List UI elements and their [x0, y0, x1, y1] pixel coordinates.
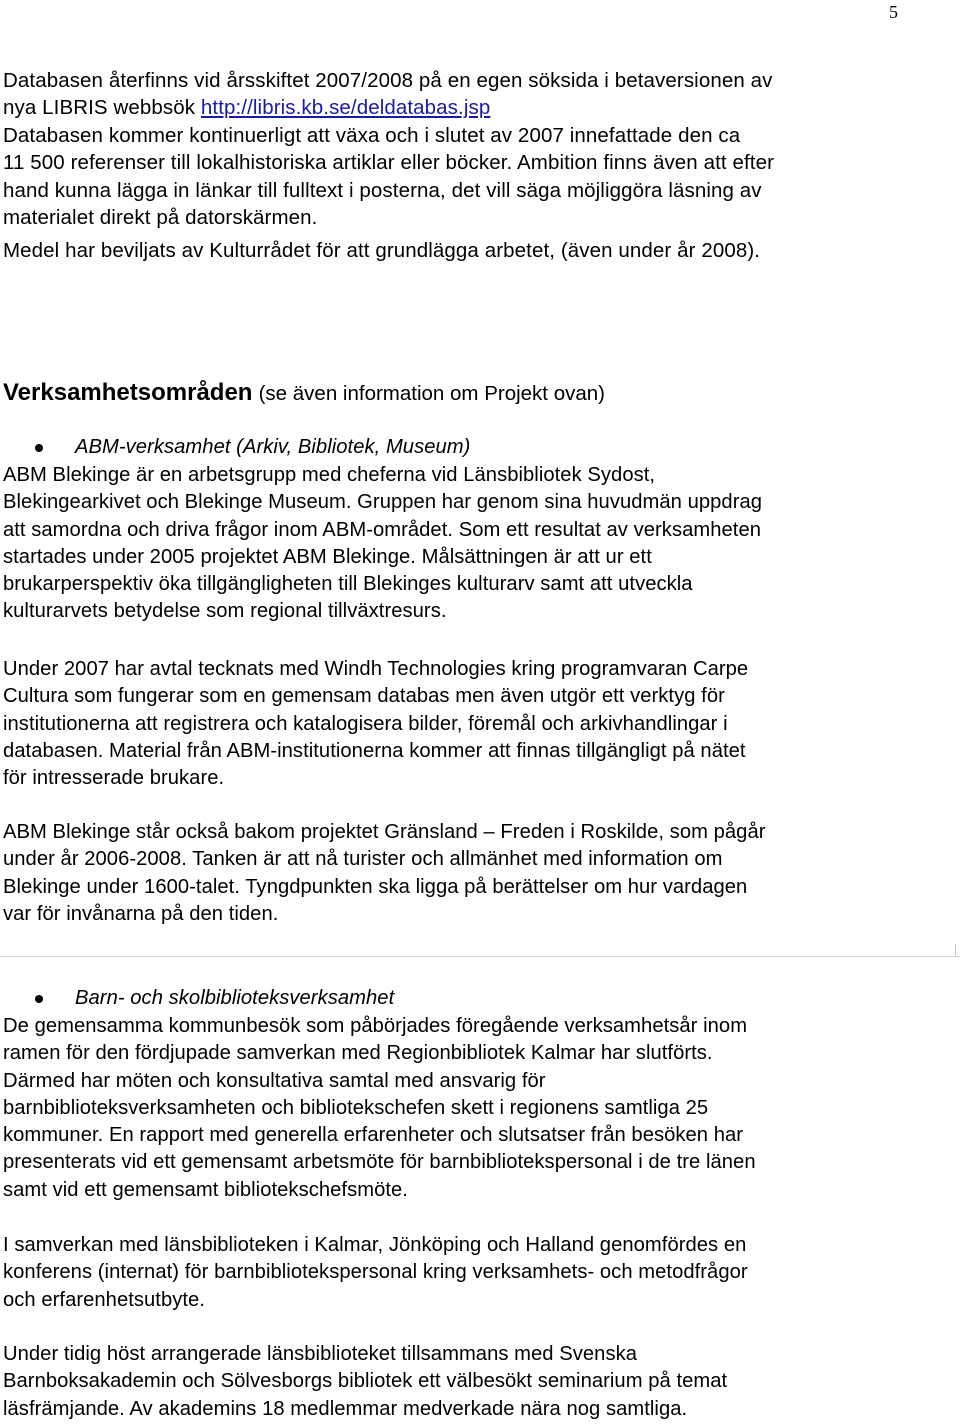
text-line: och erfarenhetsutbyte.	[3, 1288, 205, 1311]
text-line: Blekingearkivet och Blekinge Museum. Gruppen har genom sina huvudmän uppdrag	[3, 491, 763, 514]
text-line: materialet direkt på datorskärmen.	[3, 206, 318, 230]
text-line: presenterats vid ett gemensamt arbetsmöte för barnbibliotekspersonal i de tre länen	[3, 1151, 756, 1174]
text-line: 11 500 referenser till lokalhistoriska artiklar eller böcker. Ambition finns även att efter	[3, 151, 775, 175]
text-line: samt vid ett gemensamt bibliotekschefsmöte.	[3, 1178, 408, 1201]
text-line: Databasen kommer kontinuerligt att växa och i slutet av 2007 innefattade den ca	[3, 123, 741, 147]
text-line: kulturarvets betydelse som regional tillväxtresurs.	[3, 600, 447, 623]
text-line: ramen för den fördjupade samverkan med Regionbibliotek Kalmar har slutförts.	[3, 1042, 713, 1065]
text-line: brukarperspektiv öka tillgängligheten till Blekinges kulturarv samt att utveckla	[3, 573, 693, 596]
text-line: Därmed har möten och konsultativa samtal med ansvarig för	[3, 1069, 546, 1092]
text-line: databasen. Material från ABM-institutionerna kommer att finnas tillgängligt på nätet	[3, 739, 746, 762]
text-line: konferens (internat) för barnbibliotekspersonal kring verksamhets- och metodfrågor	[3, 1261, 748, 1284]
text-line: institutionerna att registrera och katalogisera bilder, föremål och arkivhandlingar i	[3, 712, 728, 735]
bullet-icon	[35, 444, 43, 452]
text-line: ABM Blekinge är en arbetsgrupp med cheferna vid Länsbibliotek Sydost,	[3, 464, 656, 486]
bullet-item	[3, 434, 953, 462]
text-line: Cultura som fungerar som en gemensam databas men även utgör ett verktyg för	[3, 685, 725, 708]
divider-mark	[955, 944, 956, 956]
text-line: Under tidig höst arrangerade länsbiblioteket tillsammans med Svenska	[3, 1343, 638, 1365]
bullet-item	[3, 985, 953, 1013]
intro-section	[3, 67, 953, 265]
bullet-label: Barn- och skolbiblioteksverksamhet	[75, 987, 395, 1009]
text-line: startades under 2005 projektet ABM Blekinge. Målsättningen är att ur ett	[3, 545, 652, 568]
page-divider	[0, 956, 960, 957]
text-line: Barnboksakademin och Sölvesborgs bibliotek ett välbesökt seminarium på temat	[3, 1370, 728, 1393]
text-line: barnbiblioteksverksamheten och bibliotekschefen skett i regionens samtliga 25	[3, 1096, 709, 1119]
text-line	[3, 94, 953, 121]
text-line: kommuner. En rapport med generella erfarenheter och slutsatser från besöken har	[3, 1124, 744, 1147]
section-heading	[3, 378, 953, 409]
bullet-label: ABM-verksamhet (Arkiv, Bibliotek, Museum)	[75, 436, 471, 458]
text-fragment: nya LIBRIS webbsök	[3, 96, 201, 120]
abm-section	[3, 434, 953, 626]
page-number: 5	[889, 2, 898, 22]
text-line: Databasen återfinns vid årsskiftet 2007/2008 på en egen söksida i betaversionen av	[3, 69, 773, 92]
text-line: för intresserade brukare.	[3, 767, 225, 790]
text-line: var för invånarna på den tiden.	[3, 902, 279, 925]
text-line: att samordna och driva frågor inom ABM-området. Som ett resultat av verksamheten	[3, 518, 761, 541]
seminarium-paragraph	[3, 1341, 953, 1423]
text-line: De gemensamma kommunbesök som påbörjades föregående verksamhetsår inom	[3, 1015, 748, 1037]
section-heading-note: (se även information om Projekt ovan)	[258, 382, 605, 405]
intro-paragraph	[3, 67, 953, 231]
funding-paragraph: Medel har beviljats av Kulturrådet för att grundlägga arbetet, (även under år 2008).	[3, 239, 761, 263]
gransland-paragraph	[3, 819, 953, 928]
text-line: hand kunna lägga in länkar till fulltext i posterna, det vill säga möjliggöra läsning av	[3, 178, 762, 202]
libris-link[interactable]: http://libris.kb.se/deldatabas.jsp	[200, 96, 491, 120]
bullet-icon	[35, 995, 43, 1003]
text-line: Blekinge under 1600-talet. Tyngdpunkten ska ligga på berättelser om hur vardagen	[3, 875, 748, 898]
text-line: läsfrämjande. Av akademins 18 medlemmar medverkade nära nog samtliga.	[3, 1397, 688, 1420]
text-line: I samverkan med länsbiblioteken i Kalmar, Jönköping och Halland genomfördes en	[3, 1234, 747, 1256]
konferens-paragraph	[3, 1232, 953, 1314]
text-line: Under 2007 har avtal tecknats med Windh Technologies kring programvaran Carpe	[3, 658, 749, 680]
text-line: under år 2006-2008. Tanken är att nå turister och allmänhet med information om	[3, 848, 723, 871]
section-heading-title: Verksamhetsområden	[3, 379, 253, 406]
barn-section	[3, 985, 953, 1204]
carpe-cultura-paragraph	[3, 656, 953, 792]
text-line: ABM Blekinge står också bakom projektet Gränsland – Freden i Roskilde, som pågår	[3, 821, 766, 843]
